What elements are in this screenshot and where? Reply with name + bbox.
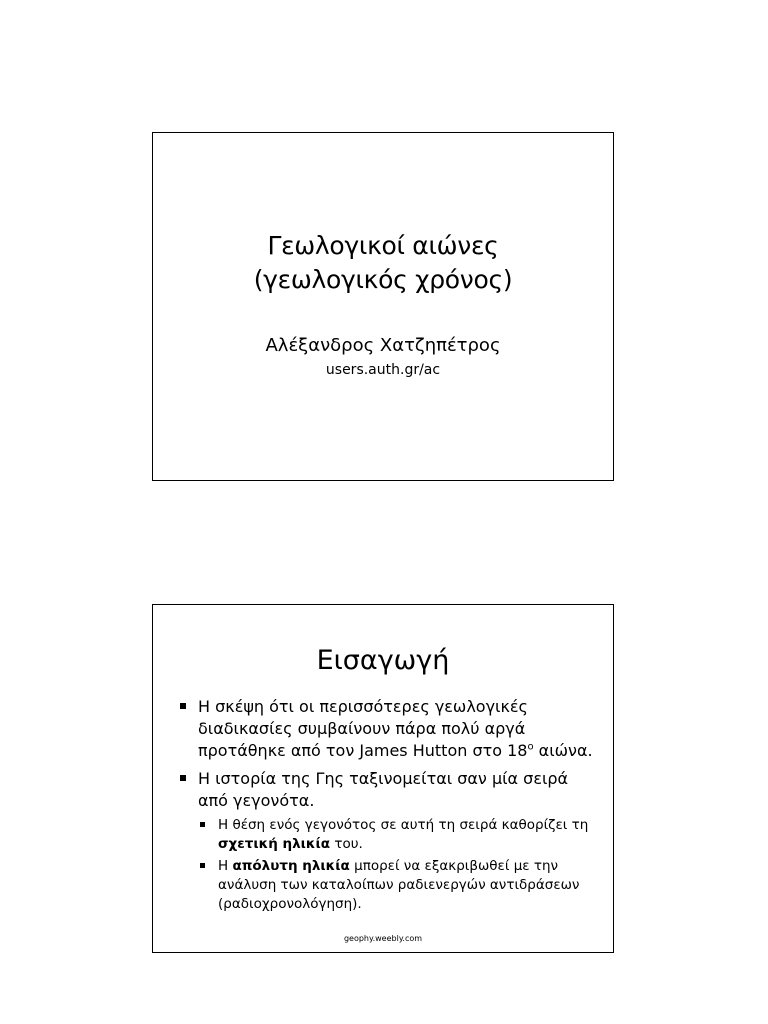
author-url: users.auth.gr/ac xyxy=(325,362,441,378)
sub-bullet-list xyxy=(198,816,599,914)
slide-title xyxy=(153,229,613,297)
introduction-slide xyxy=(152,604,614,953)
square-bullet-icon xyxy=(200,863,205,868)
sub-bullet-bold: απόλυτη ηλικία xyxy=(232,858,350,874)
bullet-text-end: αιώνα. xyxy=(533,741,593,760)
square-bullet-icon xyxy=(180,775,186,781)
bullet-item xyxy=(178,768,599,914)
slide-heading: Εισαγωγή xyxy=(316,645,450,676)
sub-bullet-text-end: του. xyxy=(330,836,363,852)
title-line-2: (γεωλογικός χρόνος) xyxy=(253,265,513,294)
title-slide xyxy=(152,132,614,481)
sub-bullet-item xyxy=(198,857,599,914)
bullet-list xyxy=(178,696,599,920)
sub-bullet-text: Η θέση ενός γεγονότος σε αυτή τη σειρά καθορίζει τη xyxy=(218,817,589,833)
bullet-text: Η ιστορία της Γης ταξινομείται σαν μία σειρά από γεγονότα. xyxy=(198,769,569,810)
title-line-1: Γεωλογικοί αιώνες xyxy=(267,231,499,260)
author-name: Αλέξανδρος Χατζηπέτρος xyxy=(265,335,501,356)
bullet-text: Η σκέψη ότι οι περισσότερες γεωλογικές διαδικασίες συμβαίνουν πάρα πολύ αργά προτάθηκε από τον James Hutton στο 18 xyxy=(198,697,528,760)
slide-footer: geophy.weebly.com xyxy=(343,934,423,943)
square-bullet-icon xyxy=(180,703,186,709)
square-bullet-icon xyxy=(200,822,205,827)
sub-bullet-text: Η xyxy=(218,858,233,874)
sub-bullet-bold: σχετική ηλικία xyxy=(218,836,331,852)
sub-bullet-item xyxy=(198,816,599,854)
bullet-item xyxy=(178,696,599,762)
ordinal-superscript: ο xyxy=(527,741,534,753)
sub-bullet-text-end: μπορεί να εξακριβωθεί με την ανάλυση των καταλοίπων ραδιενεργών αντιδράσεων (ραδιοχρονολόγηση). xyxy=(218,858,580,912)
